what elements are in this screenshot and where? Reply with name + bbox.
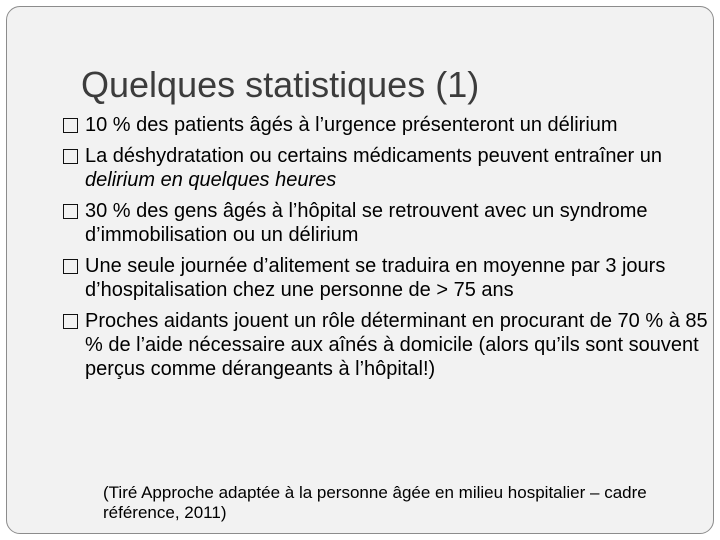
bullet-item <box>63 309 709 381</box>
slide-title: Quelques statistiques (1) <box>81 64 480 105</box>
bullet-item <box>63 113 709 137</box>
bullet-item <box>63 254 709 302</box>
empty-square-icon <box>63 118 78 133</box>
bullet-item <box>63 199 709 247</box>
bullet-text: 10 % des patients âgés à l’urgence présenteront un délirium <box>85 114 618 136</box>
source-citation: (Tiré Approche adaptée à la personne âgée en milieu hospitalier – cadre référence, 2011) <box>103 483 647 522</box>
bullet-item <box>63 144 709 192</box>
bullet-text: Proches aidants jouent un rôle déterminant en procurant de 70 % à 85 % de l’aide nécessaire aux aînés à domicile (alors qu’ils sont souvent perçus comme dérangeants à l’hôpital!) <box>85 310 708 380</box>
bullet-text: La déshydratation ou certains médicaments peuvent entraîner un <box>85 145 663 167</box>
bullet-text: 30 % des gens âgés à l’hôpital se retrouvent avec un syndrome d’immobilisation ou un délirium <box>85 200 648 246</box>
empty-square-icon <box>63 259 78 274</box>
bullet-list <box>63 113 709 388</box>
bullet-text: Une seule journée d’alitement se traduira en moyenne par 3 jours d’hospitalisation chez une personne de > 75 ans <box>85 255 666 301</box>
empty-square-icon <box>63 204 78 219</box>
slide <box>6 6 714 534</box>
bullet-italic-text: delirium en quelques heures <box>85 169 337 191</box>
empty-square-icon <box>63 149 78 164</box>
empty-square-icon <box>63 314 78 329</box>
